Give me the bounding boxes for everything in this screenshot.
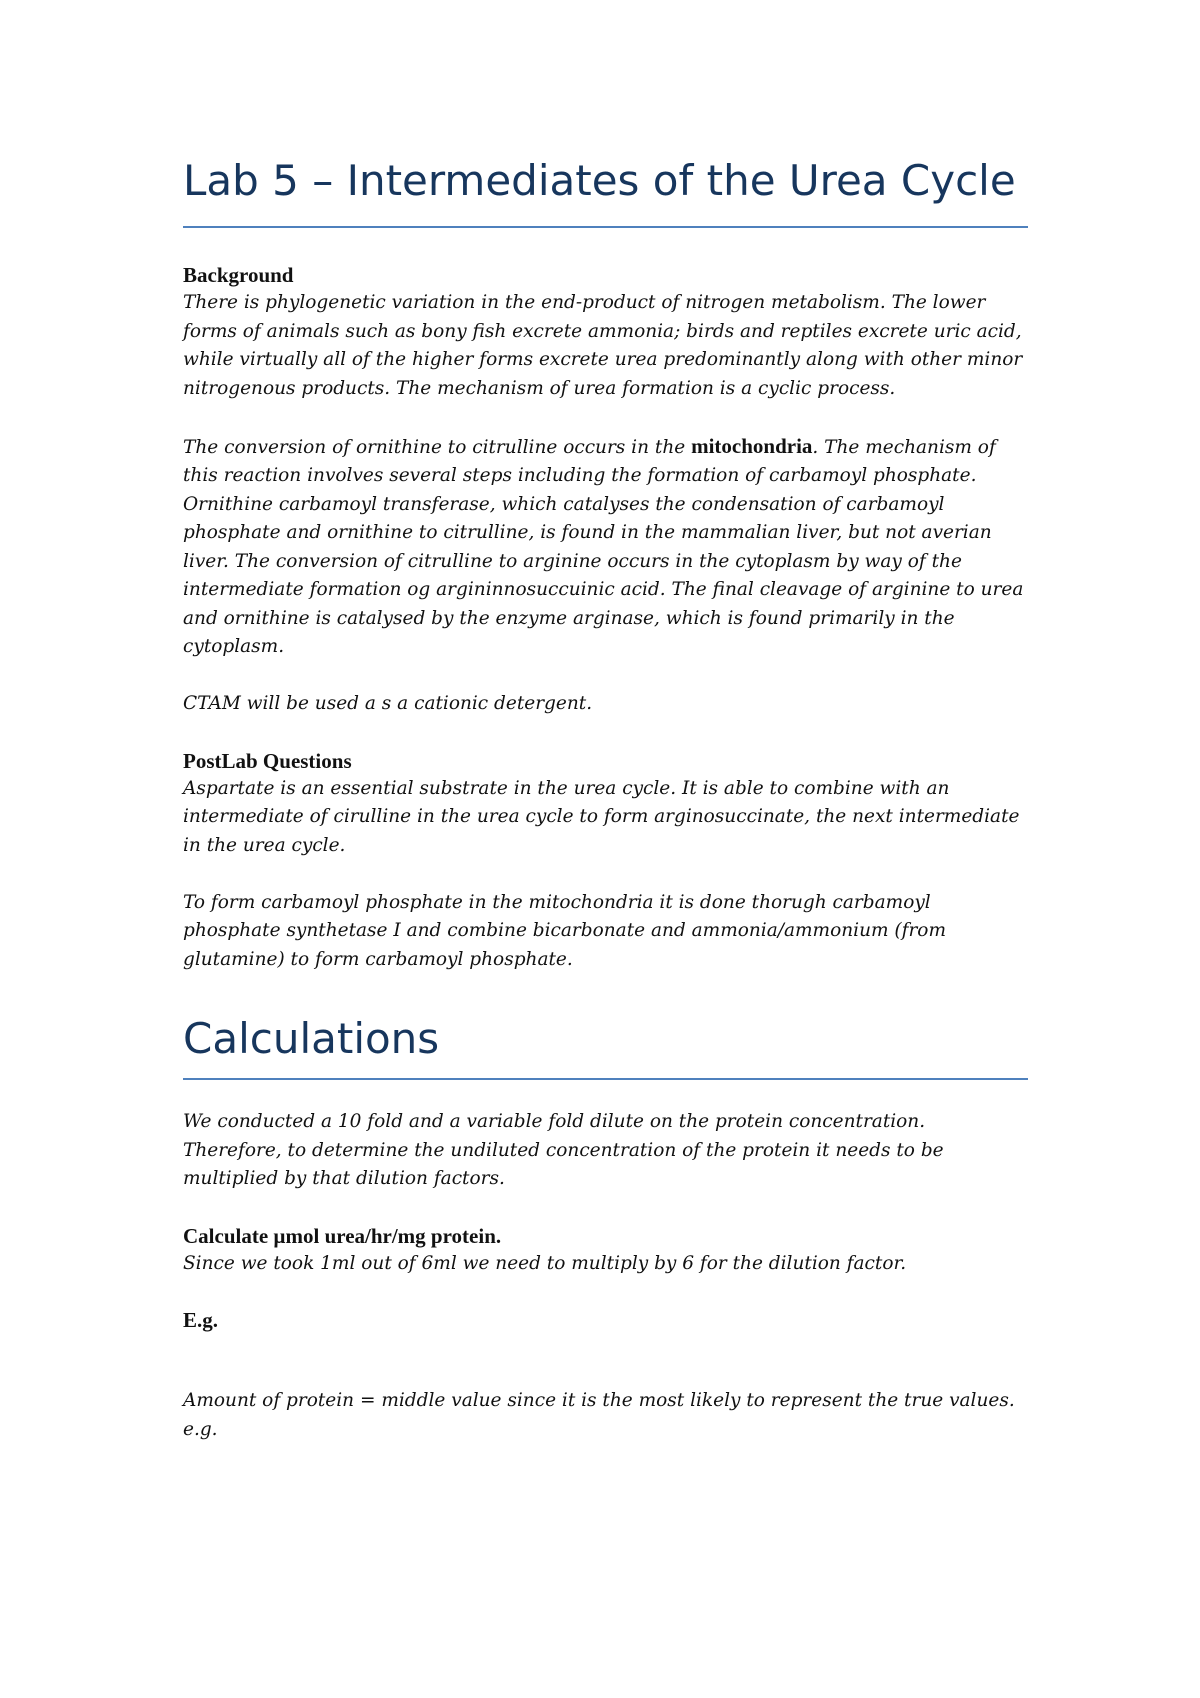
background-paragraph-2 xyxy=(183,432,1028,662)
background-paragraph-1: There is phylogenetic variation in the end-product of nitrogen metabolism. The lower forms of animals such as bony fish excrete ammonia; birds and reptiles excrete uric acid, while virtually all of the higher forms excrete urea predominantly along with other minor nitrogenous products. The mechanism of urea formation is a cyclic process. xyxy=(183,292,1023,399)
mitochondria-emphasis: mitochondria xyxy=(691,433,813,458)
example-label: E.g. xyxy=(183,1308,219,1332)
calculations-heading: Calculations xyxy=(183,1014,440,1063)
background-heading: Background xyxy=(183,263,294,287)
postlab-paragraph-2: To form carbamoyl phosphate in the mitochondria it is done thorugh carbamoyl phosphate synthetase I and combine bicarbonate and ammonia/ammonium (from glutamine) to form carbamoyl phosphate. xyxy=(183,891,946,970)
calculate-subheading: Calculate µmol urea/hr/mg protein. xyxy=(183,1223,502,1248)
background-paragraph-3: CTAM will be used a s a cationic detergent. xyxy=(183,693,593,714)
page-content xyxy=(183,150,1028,1444)
calculations-intro: We conducted a 10 fold and a variable fold dilute on the protein concentration. Therefore, to determine the undiluted concentration of the protein it needs to be multiplied by that dilution factors. xyxy=(183,1111,944,1189)
calculations-rule xyxy=(183,1078,1028,1080)
example-small-label: e.g. xyxy=(183,1418,218,1440)
paragraph-2-lead: The conversion of ornithine to citrulline occurs in the xyxy=(183,436,692,458)
document-title: Lab 5 – Intermediates of the Urea Cycle xyxy=(183,156,1016,205)
postlab-paragraph-1: Aspartate is an essential substrate in the urea cycle. It is able to combine with an intermediate of cirulline in the urea cycle to form arginosuccinate, the next intermediate in the urea cycle. xyxy=(183,777,1020,856)
protein-note: Amount of protein = middle value since it is the most likely to represent the true values. xyxy=(183,1390,1015,1411)
postlab-heading: PostLab Questions xyxy=(183,748,352,773)
dilution-note: Since we took 1ml out of 6ml we need to multiply by 6 for the dilution factor. xyxy=(183,1252,907,1274)
paragraph-2-rest: . The mechanism of this reaction involves several steps including the formation of carbamoyl phosphate. Ornithine carbamoyl transferase, which catalyses the condensation of carbamoyl phosphate and ornithine to citrulline, is found in the mammalian liver, but not averian liver. The conversion of citrulline to arginine occurs in the cytoplasm by way of the intermediate formation og argininnosuccuinic acid. The final cleavage of arginine to urea and ornithine is catalysed by the enzyme arginase, which is found primarily in the cytoplasm. xyxy=(183,436,1024,657)
title-rule xyxy=(183,226,1028,228)
